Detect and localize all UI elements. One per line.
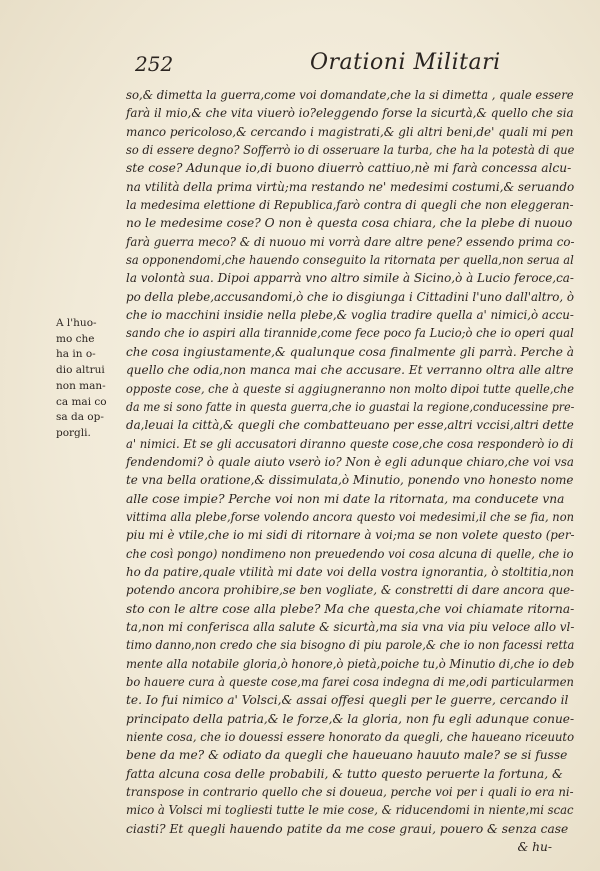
text-line: mente alla notabile gloria,ò honore,ò pietà,poiche tu,ò Minutio di,che io deb <box>126 656 575 671</box>
text-line: la volontà sua. Dipoi apparrà vno altro simile à Sicino,ò à Lucio feroce,ca- <box>126 271 574 286</box>
text-line: farà guerra meco? & di nuouo mi vorrà dare altre pene? essendo prima co- <box>126 234 575 249</box>
text-line: quello che odia,non manca mai che accusare. Et verranno oltra alle altre <box>126 363 574 378</box>
text-line: no le medesime cose? O non è questa cosa chiara, che la plebe di nuouo <box>126 216 573 231</box>
text-line: opposte cose, che à queste si aggiugneranno non molto dipoi tutte quelle,che <box>126 381 574 396</box>
text-line: che cosa ingiustamente,& qualunque cosa finalmente gli parrà. Perche à <box>126 344 575 359</box>
text-line: mico à Volsci mi togliesti tutte le mie cose, & riducendomi in niente,mi scac <box>126 803 574 818</box>
text-line: timo danno,non credo che sia bisogno di piu parole,& che io non facessi retta <box>126 638 575 653</box>
text-line: so,& dimetta la guerra,come voi domandate,che la si dimetta , quale essere <box>126 88 574 102</box>
marginal-note-line: porgli. <box>56 426 91 439</box>
text-line: manco pericoloso,& cercando i magistrati,& gli altri beni,de' quali mi pen <box>126 124 574 139</box>
text-line: potendo ancora prohibire,se ben vogliate, & constretti di dare ancora que- <box>126 583 575 598</box>
text-line: so di essere degno? Sofferrò io di osseruare la turba, che ha la potestà di que <box>126 143 575 158</box>
text-line: che così pongo) nondimeno non preuedendo voi cosa alcuna di quelle, che io <box>126 546 574 561</box>
text-line: la medesima elettione di Republica,farò contra di quegli che non eleggeran- <box>126 198 574 213</box>
text-line: te vna bella oratione,& dissimulata,ò Minutio, ponendo vno honesto nome <box>126 473 574 488</box>
text-line: ciasti? Et quegli hauendo patite da me cose graui, pouero & senza case <box>126 821 569 836</box>
text-line: farà il mio,& che vita viuerò io?eleggendo forse la sicurtà,& quello che sia <box>126 106 574 121</box>
text-line: principato della patria,& le forze,& la gloria, non fu egli adunque conue- <box>126 711 575 726</box>
page-header <box>135 52 575 80</box>
text-line: bo hauere cura à queste cose,ma farei cosa indegna di me,odi particularmen <box>126 675 574 689</box>
text-line: te. Io fui nimico a' Volsci,& assai offesi quegli per le guerre, cercando il <box>126 693 569 708</box>
page-number: 252 <box>135 52 174 76</box>
text-line: bene da me? & odiato da quegli che haueuano hauuto male? se si fusse <box>126 748 568 763</box>
text-line: da,leuai la città,& quegli che combatteuano per esse,altri vccisi,altri dette <box>126 418 574 433</box>
marginal-note <box>56 316 126 442</box>
text-line: ho da patire,quale vtilità mi date voi della vostra ignorantia, ò stoltitia,non <box>126 564 575 579</box>
text-line: na vtilità della prima virtù;ma restando ne' medesimi costumi,& seruando <box>126 179 575 194</box>
text-line: po della plebe,accusandomi,ò che io disgiunga i Cittadini l'uno dall'altro, ò <box>126 289 574 304</box>
text-line: a' nimici. Et se gli accusatori diranno queste cose,che cosa responderò io di <box>126 436 574 451</box>
text-line: ste cose? Adunque io,di buono diuerrò cattiuo,nè mi farà concessa alcu- <box>126 161 572 176</box>
text-line: da me si sono fatte in questa guerra,che io guastai la regione,conducessine pre- <box>126 399 575 414</box>
marginal-note-line: sa da op- <box>56 411 104 424</box>
text-line: sando che io aspiri alla tirannide,come fece poco fa Lucio;ò che io operi qual <box>126 326 574 341</box>
text-line: sto con le altre cose alla plebe? Ma che questa,che voi chiamate ritorna- <box>126 601 575 616</box>
marginal-note-line: dio altrui <box>56 364 105 377</box>
marginal-note-line: mo che <box>56 332 95 345</box>
text-line: fatta alcuna cosa delle probabili, & tutto questo peruerte la fortuna, & <box>126 766 563 781</box>
marginal-note-line: A l'huo- <box>56 317 97 329</box>
text-line: piu mi è vtile,che io mi sidi di ritornare à voi;ma se non volete questo (per- <box>126 528 575 543</box>
text-line: fendendomi? ò quale aiuto vserò io? Non è egli adunque chiaro,che voi vsa <box>126 454 574 469</box>
catchword: & hu- <box>517 840 552 855</box>
text-line: ta,non mi conferisca alla salute & sicurtà,ma sia vna via piu veloce allo vl- <box>126 619 575 634</box>
marginal-note-line: ca mai co <box>56 395 107 408</box>
running-title: Orationi Militari <box>310 50 501 75</box>
text-line: alle cose impie? Perche voi non mi date la ritornata, ma conducete vna <box>126 491 565 506</box>
text-line: transpose in contrario quello che si doueua, perche voi per i quali io era ni- <box>126 785 574 800</box>
text-line: che io macchini insidie nella plebe,& voglia tradire quella a' nimici,ò accu- <box>126 308 574 323</box>
text-line: vittima alla plebe,forse volendo ancora questo voi medesimi,il che se fia, non <box>126 509 574 524</box>
marginal-note-line: ha in o- <box>56 348 96 361</box>
body-text <box>126 86 574 856</box>
marginal-note-line: non man- <box>56 379 106 392</box>
text-line: niente cosa, che io douessi essere honorato da quegli, che haueano riceuuto <box>126 730 575 745</box>
text-line: sa opponendomi,che hauendo conseguito la ritornata per quella,non serua al <box>126 253 574 268</box>
